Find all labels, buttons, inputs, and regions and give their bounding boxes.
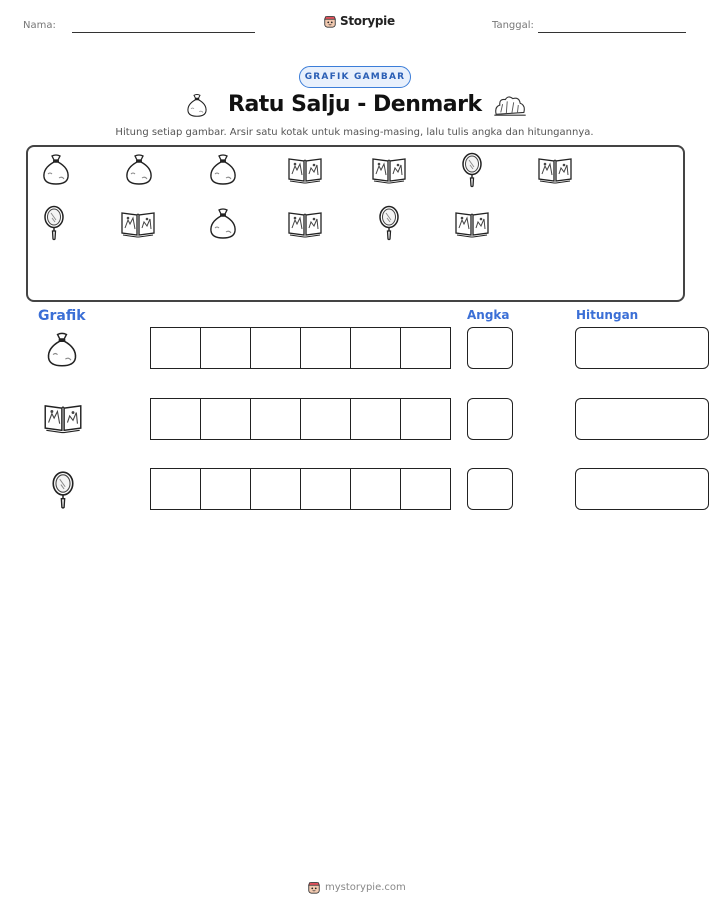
bag-icon	[43, 330, 81, 368]
book-icon	[287, 154, 323, 184]
graph-cell[interactable]	[301, 328, 351, 368]
date-line[interactable]	[538, 32, 686, 33]
brand-name: Storypie	[340, 14, 395, 28]
graph-cell[interactable]	[301, 469, 351, 509]
graph-cell[interactable]	[351, 399, 401, 439]
graph-cell[interactable]	[201, 399, 251, 439]
graph-cell[interactable]	[401, 328, 450, 368]
mascot-icon	[307, 880, 321, 894]
graph-cell[interactable]	[351, 328, 401, 368]
bag-icon	[123, 152, 155, 186]
name-label: Nama:	[23, 20, 56, 31]
graph-cell[interactable]	[151, 469, 201, 509]
book-icon	[287, 208, 323, 238]
footer	[307, 880, 406, 894]
book-icon	[537, 154, 573, 184]
graph-cell[interactable]	[351, 469, 401, 509]
number-box-mirror[interactable]	[467, 468, 513, 510]
count-box-book[interactable]	[575, 398, 709, 440]
graph-header: Grafik	[38, 308, 86, 324]
graph-cells-mirror	[150, 468, 451, 510]
worksheet-badge: GRAFIK GAMBAR	[299, 66, 411, 88]
bag-icon	[207, 152, 239, 186]
count-header: Hitungan	[576, 308, 639, 322]
number-header: Angka	[467, 308, 510, 322]
graph-cell[interactable]	[251, 328, 301, 368]
name-line[interactable]	[72, 32, 255, 33]
book-icon	[454, 208, 490, 238]
graph-cells-bag	[150, 327, 451, 369]
graph-cell[interactable]	[251, 469, 301, 509]
page-title: Ratu Salju - Denmark	[228, 92, 482, 117]
graph-cell[interactable]	[201, 328, 251, 368]
date-label: Tanggal:	[492, 20, 534, 31]
footer-url[interactable]: mystorypie.com	[325, 881, 406, 893]
count-box-bag[interactable]	[575, 327, 709, 369]
graph-cell[interactable]	[301, 399, 351, 439]
book-icon	[43, 400, 83, 434]
bag-icon	[40, 152, 72, 186]
graph-cells-book	[150, 398, 451, 440]
mirror-icon	[50, 470, 76, 510]
mascot-icon	[323, 14, 337, 28]
bag-icon	[207, 206, 239, 240]
graph-cell[interactable]	[201, 469, 251, 509]
instructions: Hitung setiap gambar. Arsir satu kotak untuk masing-masing, lalu tulis angka dan hitungannya.	[115, 127, 594, 138]
count-box-mirror[interactable]	[575, 468, 709, 510]
graph-cell[interactable]	[401, 469, 450, 509]
graph-cell[interactable]	[151, 399, 201, 439]
brand-logo	[323, 14, 395, 28]
picture-box	[26, 145, 685, 302]
mirror-icon	[377, 205, 401, 241]
graph-cell[interactable]	[401, 399, 450, 439]
graph-cell[interactable]	[151, 328, 201, 368]
bag-icon	[185, 92, 209, 118]
mirror-icon	[42, 205, 66, 241]
bush-icon	[493, 94, 527, 118]
book-icon	[371, 154, 407, 184]
number-box-book[interactable]	[467, 398, 513, 440]
mirror-icon	[460, 152, 484, 188]
number-box-bag[interactable]	[467, 327, 513, 369]
book-icon	[120, 208, 156, 238]
graph-cell[interactable]	[251, 399, 301, 439]
